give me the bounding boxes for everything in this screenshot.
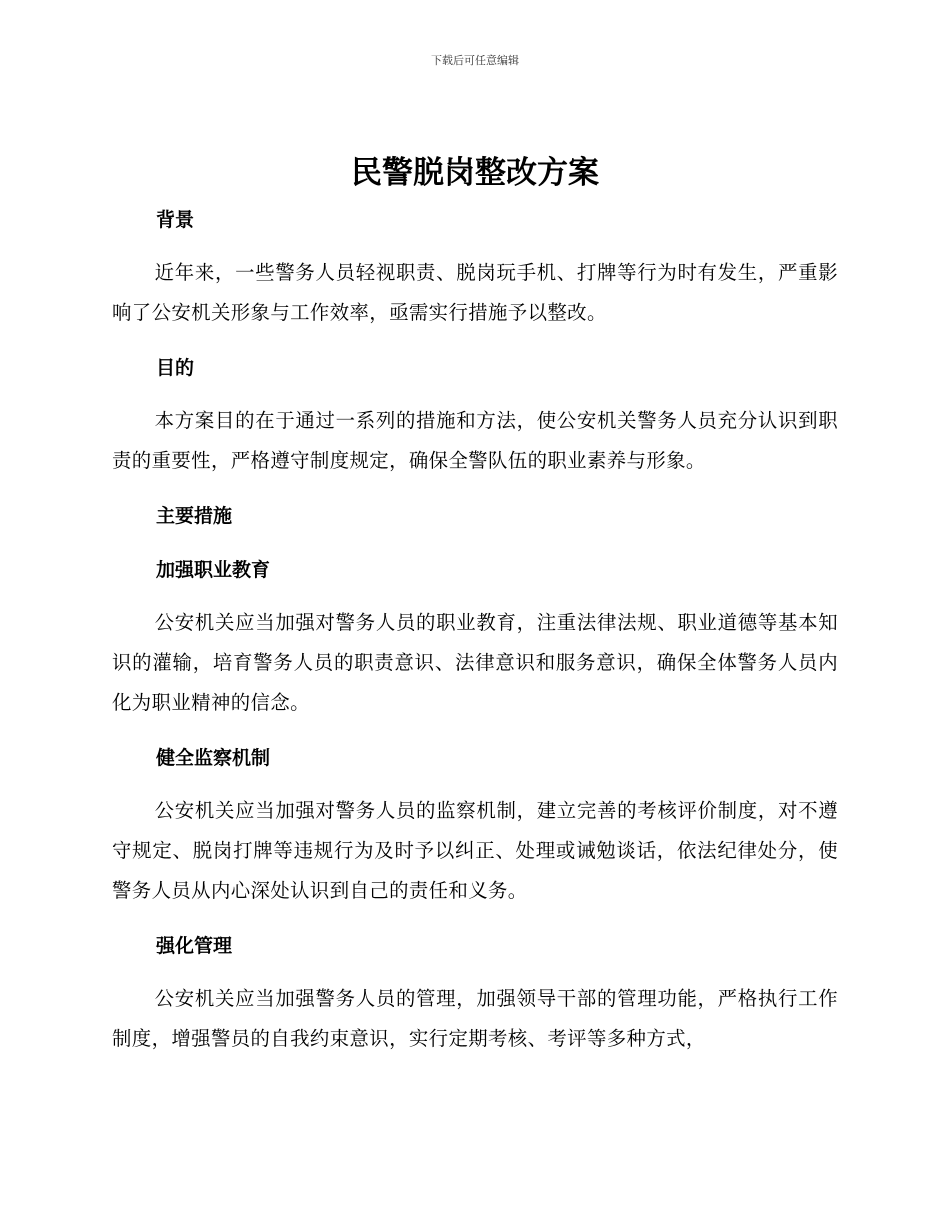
section-text-background: 近年来，一些警务人员轻视职责、脱岗玩手机、打牌等行为时有发生，严重影响了公安机关形象与工作效率，亟需实行措施予以整改。	[112, 261, 838, 324]
section-heading-purpose: 目的	[156, 357, 195, 379]
section-heading-education: 加强职业教育	[156, 559, 271, 581]
document-body	[112, 199, 838, 1059]
section-text-purpose: 本方案目的在于通过一系列的措施和方法，使公安机关警务人员充分认识到职责的重要性，严格遵守制度规定，确保全警队伍的职业素养与形象。	[112, 409, 838, 472]
section-heading-measures: 主要措施	[156, 505, 233, 527]
document-title: 民警脱岗整改方案	[351, 155, 599, 191]
section-text-management: 公安机关应当加强警务人员的管理，加强领导干部的管理功能，严格执行工作制度，增强警员的自我约束意识，实行定期考核、考评等多种方式，	[112, 987, 838, 1050]
page-header-note: 下载后可任意编辑	[431, 54, 519, 67]
section-text-supervision: 公安机关应当加强对警务人员的监察机制，建立完善的考核评价制度，对不遵守规定、脱岗打牌等违规行为及时予以纠正、处理或诫勉谈话，依法纪律处分，使警务人员从内心深处认识到自己的责任和义务。	[112, 799, 838, 902]
section-text-education: 公安机关应当加强对警务人员的职业教育，注重法律法规、职业道德等基本知识的灌输，培育警务人员的职责意识、法律意识和服务意识，确保全体警务人员内化为职业精神的信念。	[112, 611, 838, 714]
section-heading-supervision: 健全监察机制	[156, 747, 271, 769]
section-heading-management: 强化管理	[156, 935, 233, 957]
section-heading-background: 背景	[156, 209, 195, 231]
